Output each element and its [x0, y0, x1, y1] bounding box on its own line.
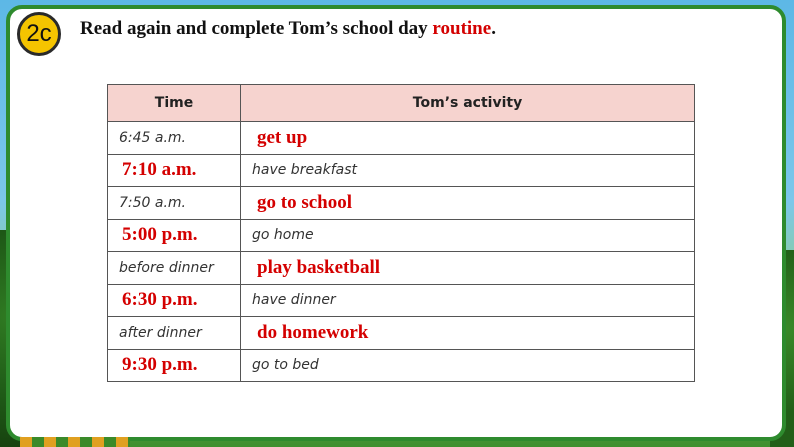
- header-activity: Tom’s activity: [241, 85, 695, 122]
- time-cell: before dinner: [108, 252, 241, 285]
- time-cell: 6:45 a.m.: [108, 122, 241, 155]
- bottom-decoration: [20, 437, 130, 447]
- instruction-prefix: Read again and complete Tom’s school day: [80, 18, 433, 39]
- instruction-suffix: .: [491, 18, 496, 39]
- table-row: [108, 349, 695, 382]
- activity-cell: have dinner: [241, 284, 695, 317]
- answer-activity: do homework: [241, 317, 695, 350]
- activity-cell: have breakfast: [241, 154, 695, 187]
- table-row: [108, 219, 695, 252]
- instruction-text: [80, 18, 496, 40]
- table-row: [108, 284, 695, 317]
- exercise-badge: 2c: [17, 12, 61, 56]
- header-time: Time: [108, 85, 241, 122]
- answer-time: 6:30 p.m.: [108, 284, 241, 317]
- answer-time: 5:00 p.m.: [108, 219, 241, 252]
- table-row: [108, 317, 695, 350]
- time-cell: after dinner: [108, 317, 241, 350]
- answer-activity: play basketball: [241, 252, 695, 285]
- table-row: [108, 187, 695, 220]
- table-row: [108, 122, 695, 155]
- answer-time: 7:10 a.m.: [108, 154, 241, 187]
- activity-cell: go home: [241, 219, 695, 252]
- table-row: [108, 252, 695, 285]
- table-row: [108, 154, 695, 187]
- table-header-row: [108, 85, 695, 122]
- answer-activity: get up: [241, 122, 695, 155]
- time-cell: 7:50 a.m.: [108, 187, 241, 220]
- answer-activity: go to school: [241, 187, 695, 220]
- answer-time: 9:30 p.m.: [108, 349, 241, 382]
- routine-table: [107, 84, 695, 382]
- instruction-highlight: routine: [432, 18, 492, 39]
- activity-cell: go to bed: [241, 349, 695, 382]
